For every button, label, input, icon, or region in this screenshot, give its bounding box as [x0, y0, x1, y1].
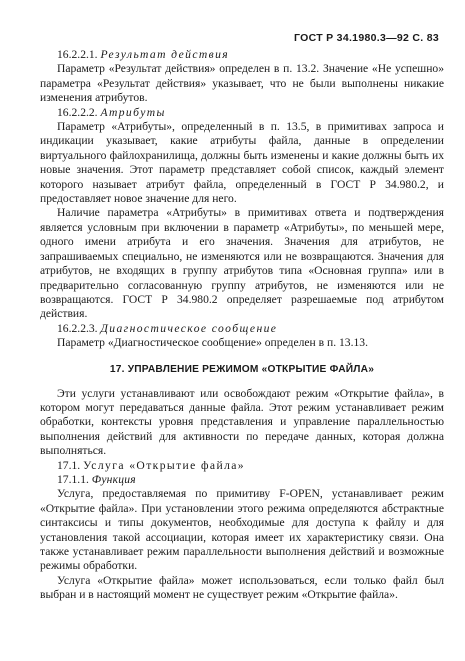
- paragraph: Услуга, предоставляемая по примитиву F-OPEN, устанавливает режим «Открытие файла». При установлении этого режима определяются абстрактные синтаксисы и типы документов, необходимые для доступа к файлу и для установления такой ассоциации, которая имеет их характеристику связи. Она также устанавливает режим параллельности выполнения действий и возможные режимы обработки.: [40, 487, 444, 573]
- subsection-title: Функция: [91, 472, 136, 486]
- paragraph: Параметр «Атрибуты», определенный в п. 13.5, в примитивах запроса и индикации указывает, какие атрибуты файла, данные в определении виртуального файлохранилища, должны быть изменены и какие должны быть их новые значения. Этот параметр представляет собой список, каждый элемент которого называет атрибут файла, определенный в ГОСТ Р 34.980.2, и предоставляет новое значение для него.: [40, 120, 444, 206]
- subsection-17-1-heading: [40, 459, 444, 473]
- page-header: ГОСТ Р 34.1980.3—92 С. 83: [294, 32, 439, 44]
- subsection-number: 16.2.2.2.: [57, 105, 98, 119]
- subsection-number: 16.2.2.1.: [57, 48, 98, 61]
- paragraph: Услуга «Открытие файла» может использоваться, если только файл был выбран и в настоящий момент не существует режим «Открытие файла».: [40, 573, 444, 602]
- paragraph: Наличие параметра «Атрибуты» в примитивах ответа и подтверждения является условным при включении в параметр «Атрибуты», по меньшей мере, одного имени атрибута и его значения. Значения для атрибутов, не запрашиваемых специально, не изменяются или не возвращаются. Значения для атрибутов, не входящих в группу атрибутов типа «Основная группа» или в предварительно согласованную группу атрибутов, не изменяются или не возвращаются. ГОСТ Р 34.980.2 определяет разрешаемые под атрибутом действия.: [40, 206, 444, 321]
- subsection-number: 17.1.1.: [57, 472, 89, 486]
- section-17-title: 17. УПРАВЛЕНИЕ РЕЖИМОМ «ОТКРЫТИЕ ФАЙЛА»: [109, 363, 375, 375]
- paragraph: Параметр «Диагностическое сообщение» определен в п. 13.13.: [57, 336, 368, 350]
- page-body: [40, 48, 444, 603]
- subsection-16-2-2-3-heading: [40, 322, 444, 336]
- subsection-number: 17.1.: [57, 458, 81, 472]
- subsection-title: Результат действия: [100, 48, 230, 61]
- subsection-number: 16.2.2.3.: [57, 321, 98, 335]
- subsection-17-1-1-heading: [40, 473, 444, 487]
- subsection-16-2-2-1-heading: [40, 48, 444, 62]
- subsection-title: Диагностическое сообщение: [100, 321, 278, 335]
- subsection-16-2-2-2-heading: [40, 106, 444, 120]
- paragraph: Эти услуги устанавливают или освобождают режим «Открытие файла», в котором могут передаваться данные файла. Этот режим устанавливает режим обработки, контексты уровня представления и управление параллельностью выполнения действий для активности по передаче данных, которая должна выполняться.: [40, 386, 444, 458]
- subsection-title: Услуга «Открытие файла»: [83, 458, 245, 472]
- subsection-title: Атрибуты: [100, 105, 166, 119]
- paragraph: Параметр «Результат действия» определен в п. 13.2. Значение «Не успешно» параметра «Результат действия» указывает, что не были выполнены никакие изменения атрибутов.: [40, 62, 444, 105]
